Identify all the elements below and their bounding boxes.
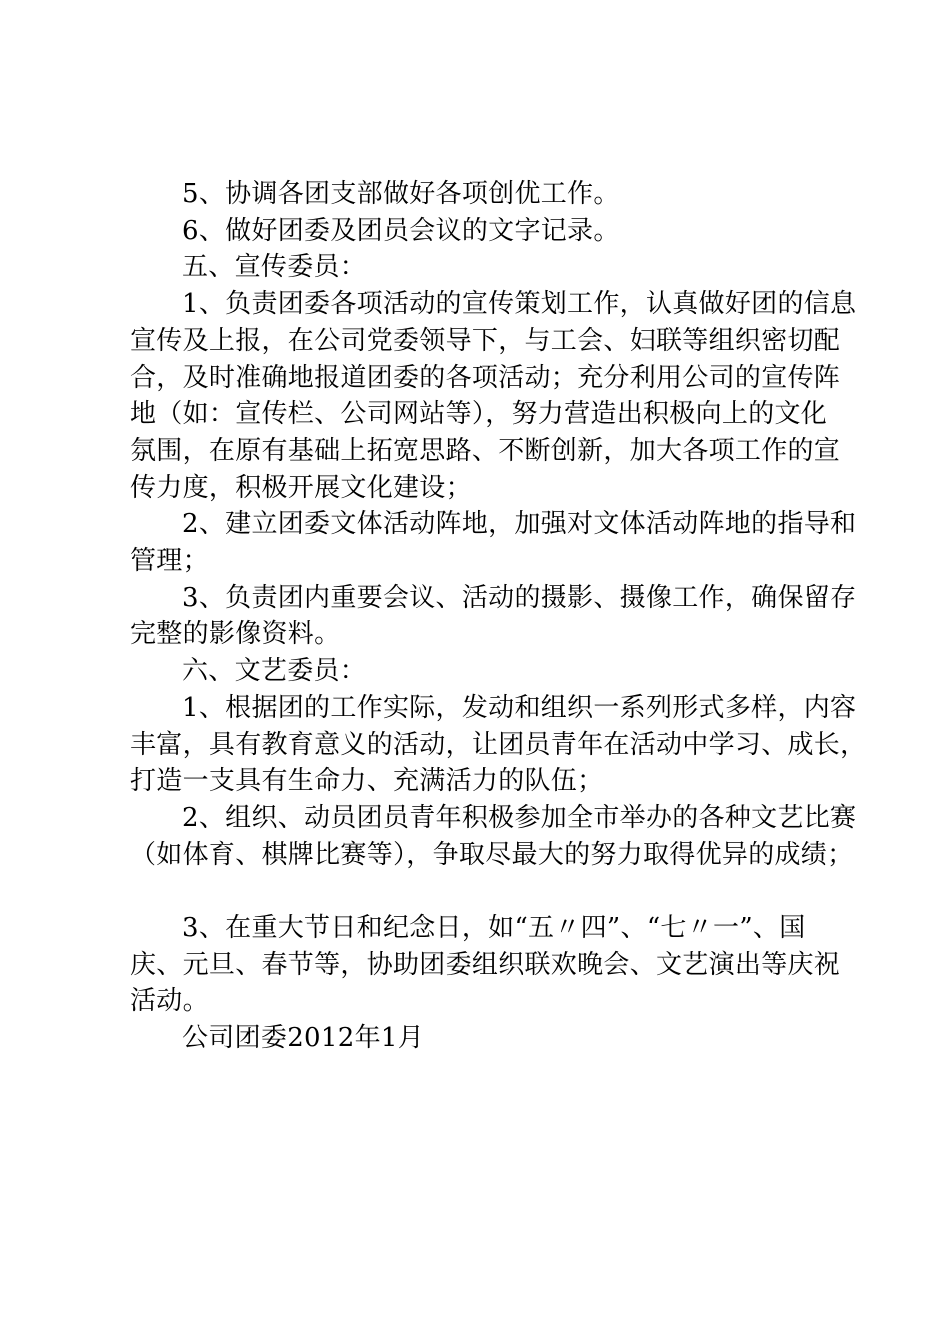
paragraph-arts-3 — [130, 910, 841, 1020]
heading-text: 六、文艺委员： — [182, 656, 367, 687]
text-line: 活动。 — [130, 986, 209, 1017]
section-heading-arts — [130, 653, 835, 690]
text-line: 地（如：宣传栏、公司网站等），努力营造出积极向上的文化 — [130, 399, 828, 430]
paragraph-item-6 — [130, 213, 835, 250]
signature-line — [130, 1020, 835, 1057]
text-line: 2、建立团委文体活动阵地，加强对文体活动阵地的指导和 — [182, 509, 857, 540]
text-line: 3、负责团内重要会议、活动的摄影、摄像工作，确保留存 — [182, 582, 857, 613]
text-line: 5、协调各团支部做好各项创优工作。 — [182, 179, 620, 209]
text-line: 宣传及上报，在公司党委领导下，与工会、妇联等组织密切配 — [130, 325, 841, 356]
text-line: 2、组织、动员团员青年积极参加全市举办的各种文艺比赛 — [182, 802, 857, 833]
paragraph-item-5 — [130, 176, 835, 213]
text-line: 1、根据团的工作实际，发动和组织一系列形式多样，内容 — [182, 692, 857, 723]
paragraph-publicity-2 — [130, 506, 857, 579]
text-line: 3、在重大节日和纪念日，如“五〃四”、“七〃一”、国 — [182, 913, 806, 944]
text-line: 丰富，具有教育意义的活动，让团员青年在活动中学习、成长， — [130, 729, 867, 760]
signature-text: 公司团委2012年1月 — [182, 1023, 425, 1054]
section-heading-publicity — [130, 249, 835, 286]
text-line: 氛围，在原有基础上拓宽思路、不断创新，加大各项工作的宣 — [130, 435, 841, 466]
document-body — [130, 176, 867, 1057]
paragraph-publicity-1 — [130, 286, 857, 506]
text-line: （如体育、棋牌比赛等），争取尽最大的努力取得优异的成绩； — [130, 839, 854, 870]
text-line: 合，及时准确地报道团委的各项活动；充分利用公司的宣传阵 — [130, 362, 841, 393]
text-line: 完整的影像资料。 — [130, 619, 341, 650]
text-line: 庆、元旦、春节等，协助团委组织联欢晚会、文艺演出等庆祝 — [130, 949, 841, 980]
text-line: 6、做好团委及团员会议的文字记录。 — [182, 215, 620, 246]
text-line: 管理； — [130, 546, 209, 577]
text-line: 传力度，积极开展文化建设； — [130, 472, 472, 503]
text-line: 1、负责团委各项活动的宣传策划工作，认真做好团的信息 — [182, 289, 857, 320]
blank-line — [130, 873, 835, 910]
text-line: 打造一支具有生命力、充满活力的队伍； — [130, 766, 604, 797]
paragraph-publicity-3 — [130, 580, 857, 653]
heading-text: 五、宣传委员： — [182, 252, 367, 283]
paragraph-arts-2 — [130, 800, 857, 873]
paragraph-arts-1 — [130, 690, 867, 800]
